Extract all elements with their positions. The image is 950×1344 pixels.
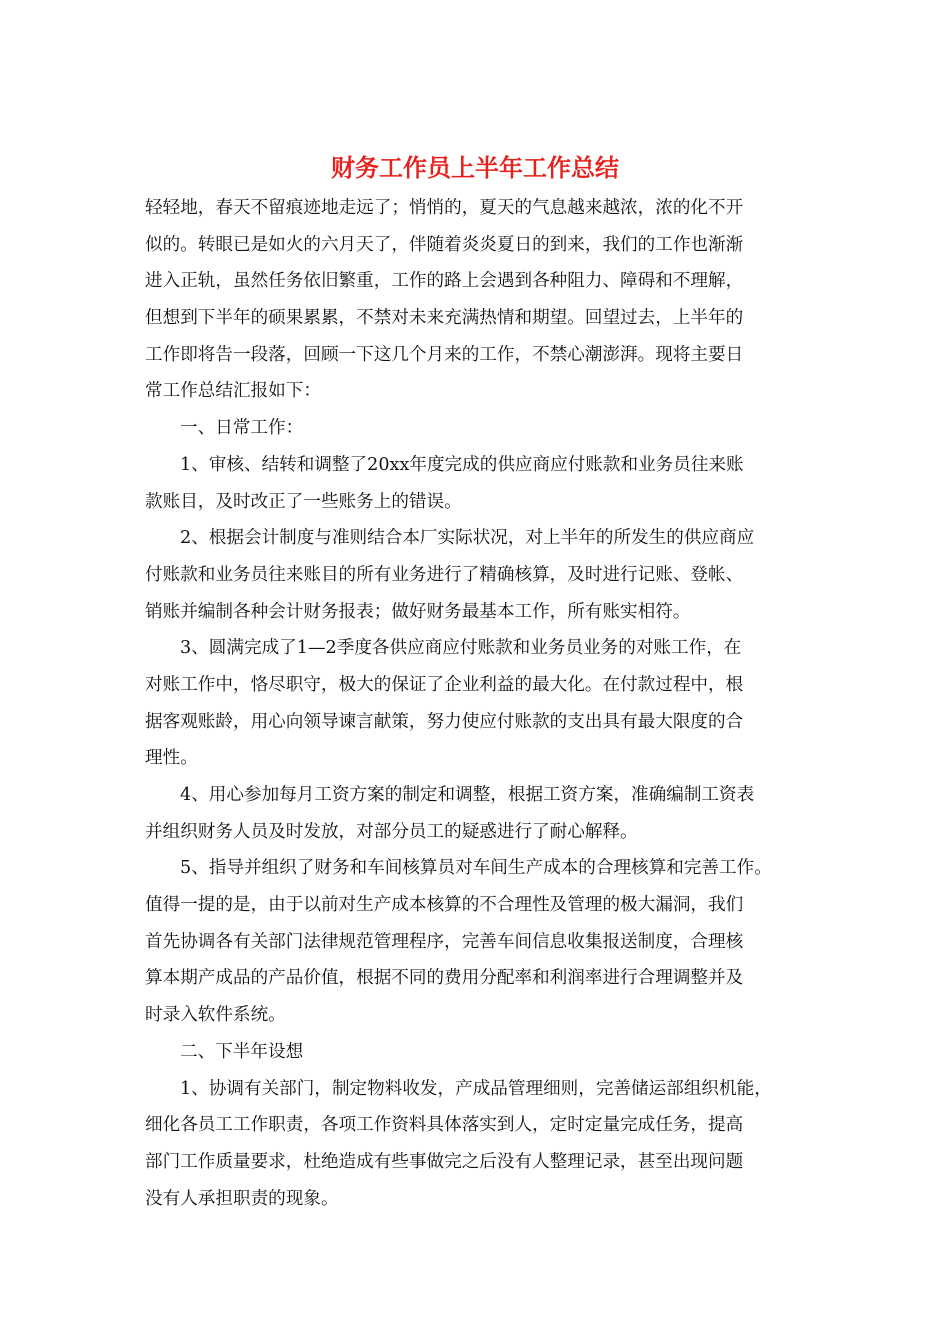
section-heading-second-half-plan: 二、下半年设想 [180,1041,304,1062]
body-line: 1、审核、结转和调整了20xx年度完成的供应商应付账款和业务员往来账 [180,454,744,475]
body-line: 据客观账龄，用心向领导谏言献策，努力使应付账款的支出具有最大限度的合 [145,711,744,732]
body-line: 付账款和业务员往来账目的所有业务进行了精确核算，及时进行记账、登帐、 [145,564,744,585]
body-line: 工作即将告一段落，回顾一下这几个月来的工作，不禁心潮澎湃。现将主要日 [145,344,744,365]
body-line: 没有人承担职责的现象。 [145,1188,339,1209]
body-line: 销账并编制各种会计财务报表；做好财务最基本工作，所有账实相符。 [145,601,691,622]
body-line: 算本期产成品的产品价值，根据不同的费用分配率和利润率进行合理调整并及 [145,968,744,989]
body-line: 时录入软件系统。 [145,1005,286,1026]
body-line: 理性。 [145,748,198,769]
body-line: 款账目，及时改正了一些账务上的错误。 [145,491,462,512]
section-heading-daily-work: 一、日常工作： [180,418,304,439]
body-line: 5、指导并组织了财务和车间核算员对车间生产成本的合理核算和完善工作。 [180,858,772,879]
body-line: 4、用心参加每月工资方案的制定和调整，根据工资方案，准确编制工资表 [180,785,755,805]
body-line: 细化各员工工作职责，各项工作资料具体落实到人，定时定量完成任务，提高 [145,1115,744,1136]
body-line: 进入正轨，虽然任务依旧繁重，工作的路上会遇到各种阻力、障碍和不理解， [145,271,744,292]
body-line: 对账工作中，恪尽职守，极大的保证了企业利益的最大化。在付款过程中，根 [145,674,744,695]
body-line: 轻轻地，春天不留痕迹地走远了；悄悄的，夏天的气息越来越浓，浓的化不开 [145,198,744,218]
document-body [145,190,810,1217]
body-line: 1、协调有关部门，制定物料收发，产成品管理细则，完善储运部组织机能， [180,1078,772,1099]
body-line: 似的。转眼已是如火的六月天了，伴随着炎炎夏日的到来，我们的工作也渐渐 [145,234,744,255]
body-line: 2、根据会计制度与准则结合本厂实际状况，对上半年的所发生的供应商应 [180,528,755,549]
body-line: 首先协调各有关部门法律规范管理程序，完善车间信息收集报送制度，合理核 [145,931,744,952]
body-line: 值得一提的是，由于以前对生产成本核算的不合理性及管理的极大漏洞，我们 [145,895,744,916]
body-line: 常工作总结汇报如下： [145,381,321,402]
body-line: 部门工作质量要求，杜绝造成有些事做完之后没有人整理记录，甚至出现问题 [145,1151,744,1172]
body-line: 3、圆满完成了1—2季度各供应商应付账款和业务员业务的对账工作，在 [180,638,742,659]
document-title: 财务工作员上半年工作总结 [331,153,619,182]
body-line: 但想到下半年的硕果累累，不禁对未来充满热情和期望。回望过去，上半年的 [145,308,744,329]
body-line: 并组织财务人员及时发放，对部分员工的疑惑进行了耐心解释。 [145,821,638,842]
